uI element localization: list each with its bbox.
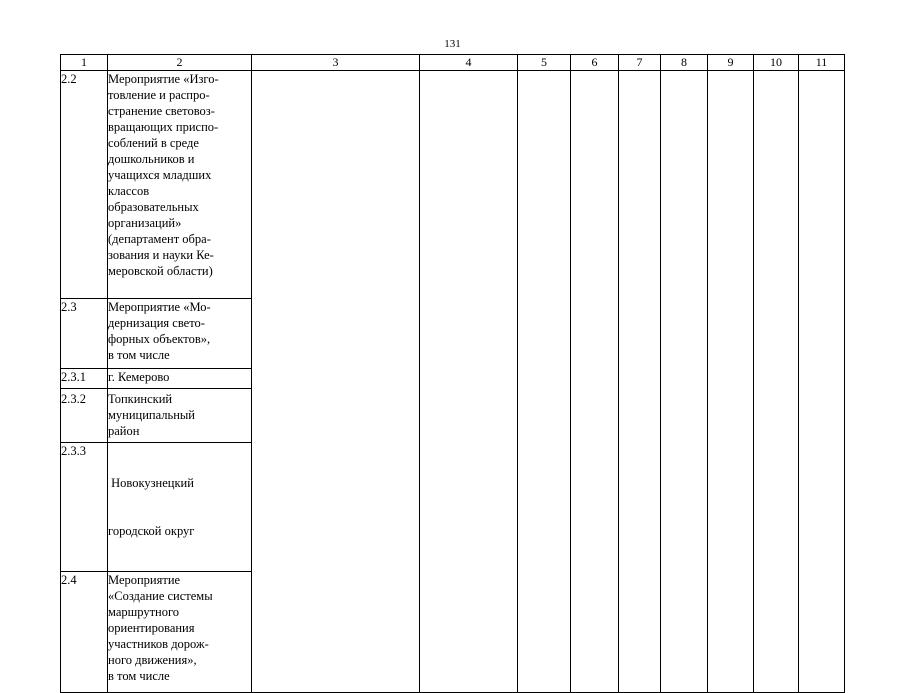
- empty-cell: [420, 71, 518, 693]
- item-number: 2.2: [61, 71, 108, 299]
- item-number: 2.3: [61, 299, 108, 369]
- empty-cell: [619, 71, 661, 693]
- empty-cell: [252, 71, 420, 693]
- item-number: 2.3.1: [61, 369, 108, 389]
- table-row: [61, 71, 845, 299]
- column-header: 6: [571, 55, 619, 71]
- empty-cell: [518, 71, 571, 693]
- column-header: 7: [619, 55, 661, 71]
- page-number: 131: [444, 38, 461, 50]
- column-header: 4: [420, 55, 518, 71]
- empty-cell: [799, 71, 845, 693]
- column-number-row: [61, 55, 845, 71]
- measures-table: [60, 54, 845, 693]
- empty-cell: [571, 71, 619, 693]
- item-description: Мероприятие «Изго- товление и распро- странение световоз- вращающих приспо- соблений в среде дошкольников и учащихся младших классов образовательных организаций» (департамент обра- зования и науки Ке- меровской области): [108, 71, 252, 299]
- empty-cell: [708, 71, 754, 693]
- empty-cell: [754, 71, 799, 693]
- column-header: 10: [754, 55, 799, 71]
- empty-cell: [661, 71, 708, 693]
- column-header: 2: [108, 55, 252, 71]
- item-number: 2.4: [61, 572, 108, 693]
- column-header: 5: [518, 55, 571, 71]
- column-header: 9: [708, 55, 754, 71]
- item-number: 2.3.2: [61, 389, 108, 443]
- column-header: 8: [661, 55, 708, 71]
- item-number: 2.3.3: [61, 443, 108, 572]
- column-header: 3: [252, 55, 420, 71]
- item-description: Новокузнецкий городской округ: [108, 443, 252, 572]
- item-description: г. Кемерово: [108, 369, 252, 389]
- column-header: 11: [799, 55, 845, 71]
- item-description: Топкинский муниципальный район: [108, 389, 252, 443]
- item-description: Мероприятие «Мо- дернизация свето- форных объектов», в том числе: [108, 299, 252, 369]
- item-description: Мероприятие «Создание системы маршрутного ориентирования участников дорож- ного движения», в том числе: [108, 572, 252, 693]
- column-header: 1: [61, 55, 108, 71]
